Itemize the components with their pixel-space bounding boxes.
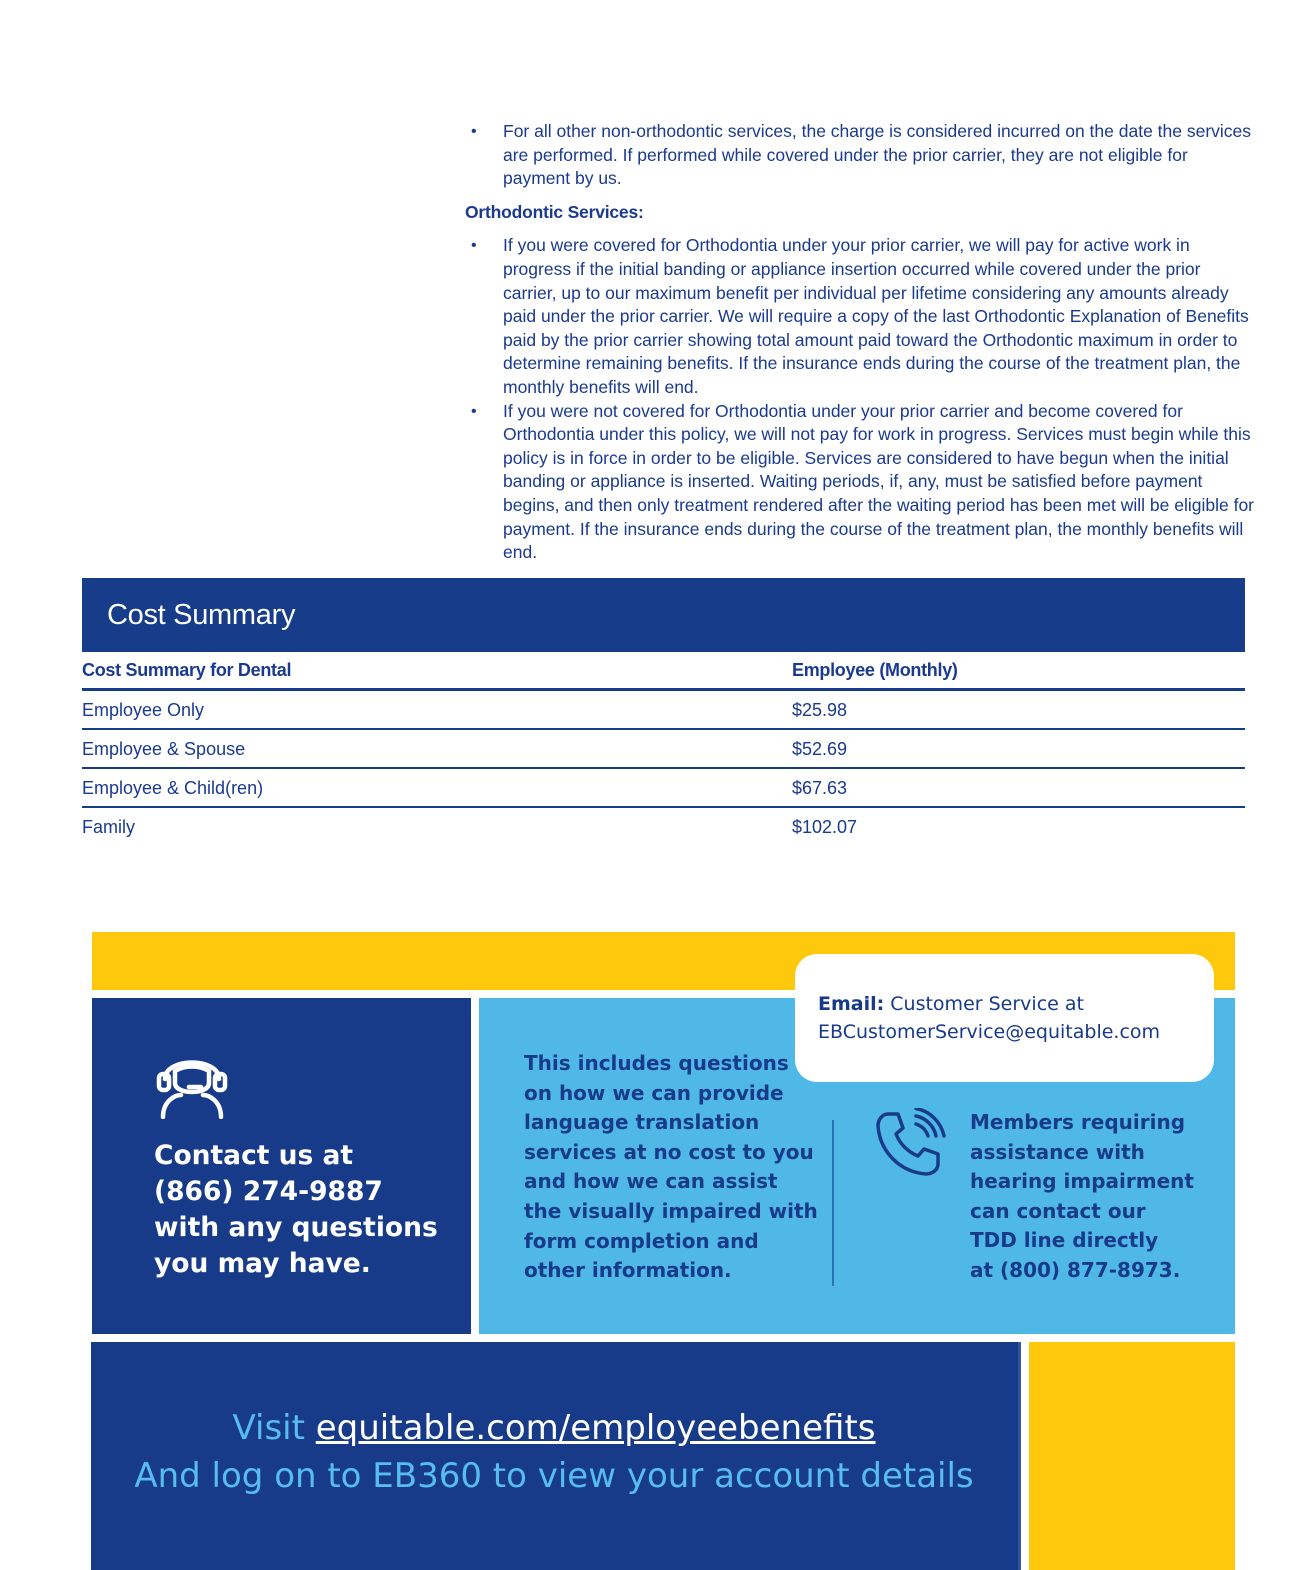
coverage-tier: Employee & Spouse — [82, 739, 246, 759]
text-line: can contact our — [970, 1198, 1146, 1223]
contact-phone-text — [154, 1138, 438, 1282]
email-description: Customer Service at — [884, 993, 1084, 1015]
contact-line: Contact us at — [154, 1140, 354, 1171]
table-row — [82, 808, 1245, 845]
text-line: language translation — [524, 1110, 760, 1135]
column-header-tier: Cost Summary for Dental — [82, 660, 292, 680]
visit-prefix: Visit — [232, 1408, 316, 1448]
bullet-ortho-not-covered — [465, 400, 1255, 565]
contact-phone-number[interactable]: (866) 274-9887 — [154, 1176, 383, 1207]
monthly-cost: $102.07 — [792, 817, 858, 837]
visit-website-text — [91, 1404, 1017, 1500]
bullet-non-orthodontic — [465, 120, 1255, 191]
visit-line — [91, 1404, 1017, 1452]
orthodontic-heading: Orthodontic Services: — [465, 201, 644, 222]
employee-benefits-link[interactable]: equitable.com/employeebenefits — [315, 1408, 876, 1448]
email-info — [818, 990, 1160, 1046]
tdd-line-text — [970, 1108, 1194, 1286]
text-line: other information. — [524, 1258, 732, 1283]
text-line: the visually impaired with — [524, 1198, 818, 1223]
bullet-text: If you were not covered for Orthodontia under your prior carrier and become covered for Orthodontia under this policy, we will not pay for work in progress. Services must begin while this policy is in force in order to be eligible. Services are considered to have begun when the initial banding or appliance is inserted. Waiting periods, if, any, must be satisfied before payment begins, and then only treatment rendered after the waiting period has been met will be eligible for payment. If the insurance ends during the course of the treatment plan, the monthly benefits will end. — [503, 400, 1255, 563]
bullet-text: For all other non-orthodontic services, the charge is considered incurred on the date the services are performed. If performed while covered under the prior carrier, they are not eligible for payment by us. — [503, 121, 1252, 189]
coverage-tier: Employee Only — [82, 700, 205, 720]
translation-services-text — [524, 1049, 818, 1286]
text-line: form completion and — [524, 1228, 759, 1253]
column-header-employee-monthly: Employee (Monthly) — [792, 660, 958, 680]
headset-person-icon — [155, 1047, 229, 1119]
logon-line: And log on to EB360 to view your account details — [134, 1456, 974, 1496]
email-card — [795, 954, 1214, 1082]
cost-summary-banner — [82, 578, 1245, 652]
monthly-cost: $67.63 — [792, 778, 848, 798]
benefits-text-column — [465, 120, 1255, 565]
contact-line: you may have. — [154, 1248, 371, 1279]
yellow-accent-block — [1029, 1342, 1235, 1570]
coverage-tier: Employee & Child(ren) — [82, 778, 264, 798]
email-address-link[interactable]: EBCustomerService@equitable.com — [818, 1021, 1161, 1043]
vertical-divider — [832, 1120, 834, 1286]
tdd-phone-number[interactable]: at (800) 877-8973. — [970, 1257, 1181, 1282]
monthly-cost: $25.98 — [792, 700, 848, 720]
bullet-text: If you were covered for Orthodontia under your prior carrier, we will pay for active work in progress if the initial banding or appliance insertion occurred while covered under the prior carrier, up to our maximum benefit per individual per lifetime considering any amounts already paid under the prior carrier. We will require a copy of the last Orthodontic Explanation of Benefits paid by the prior carrier showing total amount paid toward the Orthodontic maximum in order to determine remaining benefits. If the insurance ends during the course of the treatment plan, the monthly benefits will end. — [503, 235, 1249, 397]
bullet-dot: • — [471, 402, 477, 420]
text-line: TDD line directly — [970, 1228, 1159, 1253]
table-row — [82, 769, 1245, 808]
table-row — [82, 691, 1245, 730]
contact-line: with any questions — [154, 1212, 438, 1243]
coverage-tier: Family — [82, 817, 135, 837]
text-line: and how we can assist — [524, 1169, 778, 1194]
text-line: assistance with — [970, 1139, 1145, 1164]
cost-summary-title: Cost Summary — [107, 599, 296, 631]
text-line: services at no cost to you — [524, 1139, 814, 1164]
bullet-dot: • — [471, 123, 477, 140]
table-row — [82, 730, 1245, 769]
bullet-ortho-covered — [465, 234, 1255, 399]
text-line: hearing impairment — [970, 1169, 1194, 1194]
phone-icon — [874, 1108, 946, 1180]
email-label: Email: — [818, 993, 885, 1015]
cost-summary-table — [82, 654, 1245, 845]
monthly-cost: $52.69 — [792, 739, 848, 759]
text-line: This includes questions — [524, 1051, 789, 1075]
text-line: Members requiring — [970, 1110, 1186, 1134]
table-header-row — [82, 654, 1245, 691]
bullet-dot: • — [471, 237, 477, 255]
text-line: on how we can provide — [524, 1080, 784, 1105]
